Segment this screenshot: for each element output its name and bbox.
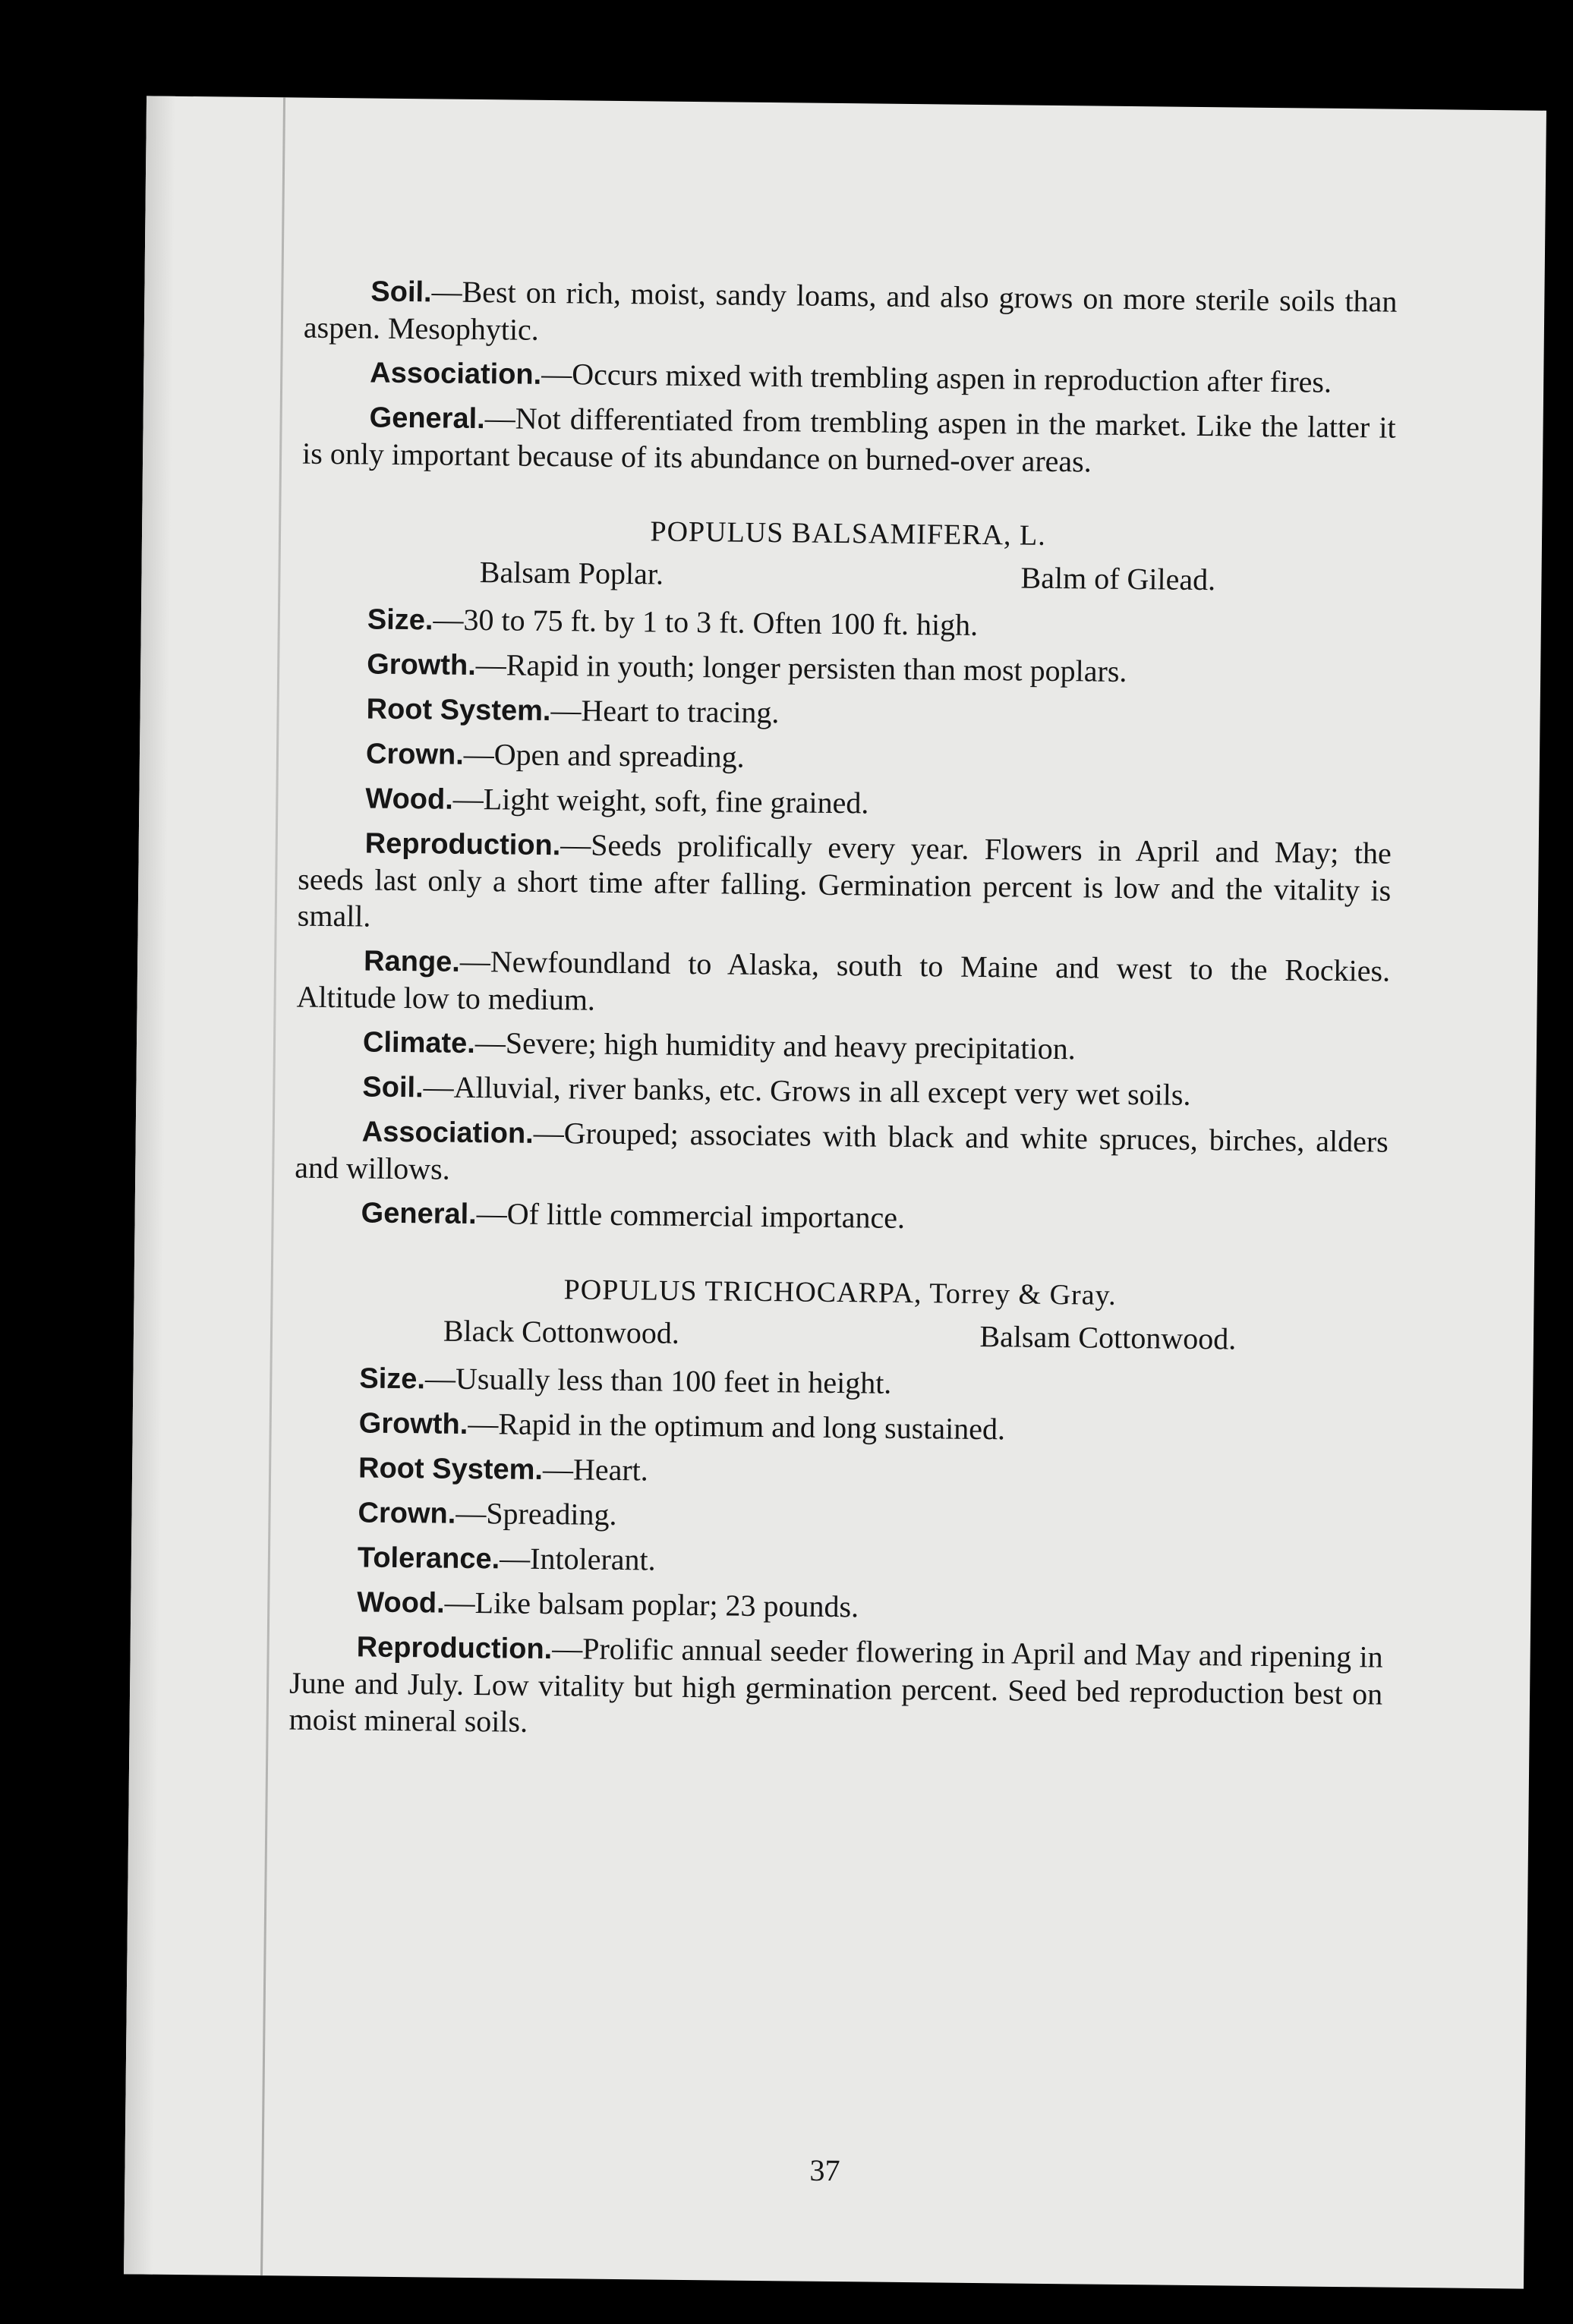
- common-name: Black Cottonwood.: [443, 1313, 680, 1350]
- species-heading-trichocarpa: POPULUS TRICHOCARPA, Torrey & Gray.: [563, 1274, 1117, 1312]
- paragraph-crown: Crown.—Spreading.: [358, 1495, 617, 1532]
- paragraph-growth: Growth.—Rapid in youth; longer persisten than most poplars.: [367, 647, 1127, 688]
- paragraph-soil: Soil.—Alluvial, river banks, etc. Grows in all except very wet soils.: [362, 1069, 1191, 1112]
- paragraph-climate: Climate.—Severe; high humidity and heavy precipitation.: [362, 1025, 1076, 1066]
- common-names-trichocarpa: [293, 1312, 1386, 1359]
- page-number: 37: [809, 2152, 840, 2188]
- common-names-balsamifera: [301, 553, 1394, 600]
- paragraph-range: Range.—Newfoundland to Alaska, south to Maine and west to the Rockies. Altitude low to medium.: [296, 943, 1391, 1017]
- paragraph-growth: Growth.—Rapid in the optimum and long sustained.: [358, 1406, 1006, 1447]
- paragraph-size: Size.—30 to 75 ft. by 1 to 3 ft. Often 100 ft. high.: [367, 602, 979, 642]
- page-text: [288, 272, 1397, 1757]
- paragraph-tolerance: Tolerance.—Intolerant.: [357, 1541, 656, 1577]
- common-name: Balsam Cottonwood.: [979, 1319, 1237, 1356]
- paragraph-general-top: General.—Not differentiated from trembling aspen in the market. Like the latter it is only important because of its abundance on burned-over areas.: [301, 401, 1396, 479]
- paragraph-reproduction: Reproduction.—Seeds prolifically every year. Flowers in April and May; the seeds last only a short time after falling. Germination percent is low and the vitality is small.: [297, 827, 1392, 934]
- book-page: [124, 96, 1546, 2288]
- paragraph-wood: Wood.—Like balsam poplar; 23 pounds.: [357, 1585, 859, 1624]
- common-name: Balm of Gilead.: [1020, 560, 1216, 597]
- paragraph-size: Size.—Usually less than 100 feet in height.: [359, 1361, 892, 1400]
- paragraph-association: Association.—Grouped; associates with black and white spruces, birches, alders and willows.: [295, 1115, 1389, 1186]
- page-fold-line: [260, 97, 285, 2275]
- paragraph-reproduction: Reproduction.—Prolific annual seeder flowering in April and May and ripening in June and July. Low vitality but high germination percent. Seed bed reproduction best on moist mineral soils.: [288, 1631, 1383, 1739]
- paragraph-crown: Crown.—Open and spreading.: [365, 736, 745, 774]
- paragraph-root-system: Root System.—Heart to tracing.: [366, 693, 780, 730]
- paragraph-soil-top: Soil.—Best on rich, moist, sandy loams, and also grows on more sterile soils than aspen. Mesophytic.: [303, 274, 1398, 347]
- paragraph-general: General.—Of little commercial importance.: [361, 1196, 906, 1235]
- common-name: Balsam Poplar.: [479, 555, 664, 591]
- paragraph-association-top: Association.—Occurs mixed with trembling aspen in reproduction after fires.: [370, 356, 1332, 399]
- spine-shadow: [124, 96, 175, 2274]
- paragraph-wood: Wood.—Light weight, soft, fine grained.: [365, 781, 869, 820]
- paragraph-root-system: Root System.—Heart.: [358, 1451, 649, 1488]
- species-heading-balsamifera: POPULUS BALSAMIFERA, L.: [650, 515, 1046, 552]
